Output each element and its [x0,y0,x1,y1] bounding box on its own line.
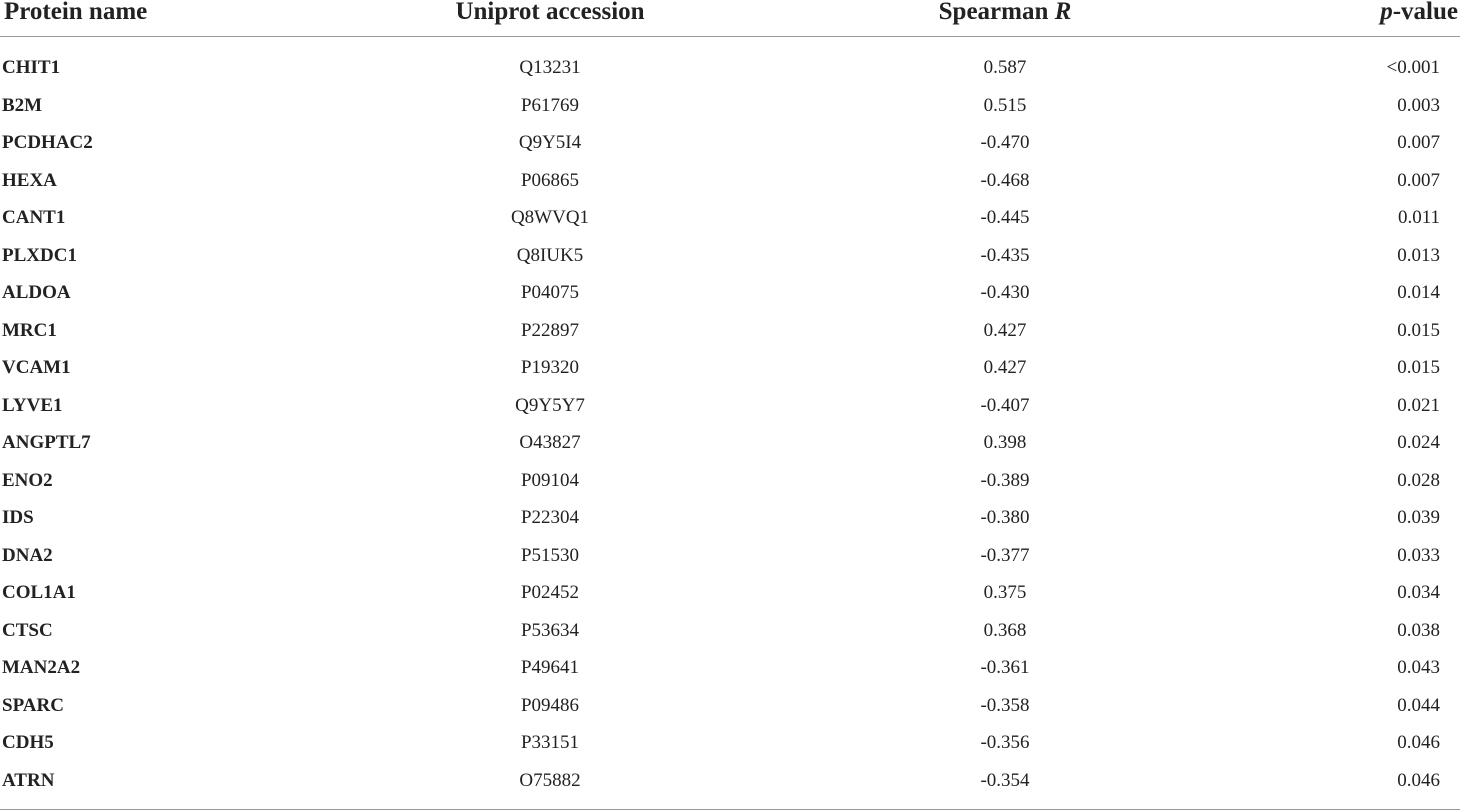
cell-uniprot-accession: Q9Y5Y7 [515,394,585,416]
cell-p-value: 0.043 [1397,657,1440,678]
table-row [0,162,1460,200]
cell-protein-name: DNA2 [2,544,53,566]
cell-spearman-r: 0.587 [983,57,1027,78]
cell-p-value: 0.046 [1397,769,1440,791]
cell-uniprot-accession: P02452 [520,582,580,603]
cell-spearman-r: 0.427 [983,319,1027,341]
cell-p-value: 0.046 [1397,732,1440,753]
cell-uniprot-accession: Q8WVQ1 [510,207,590,228]
header-spearman-text: Spearman [938,0,1049,25]
cell-spearman-r: -0.377 [980,544,1030,566]
cell-uniprot-accession: Q13231 [519,57,581,78]
cell-p-value: 0.013 [1397,244,1440,266]
table-row [0,687,1460,725]
cell-uniprot-accession: P49641 [520,657,580,678]
cell-uniprot-accession: Q8IUK5 [516,244,584,266]
cell-p-value: 0.007 [1397,132,1440,153]
table-row [0,574,1460,612]
cell-protein-name: SPARC [2,694,64,716]
cell-spearman-r: -0.380 [980,507,1030,528]
cell-uniprot-accession: P09104 [520,469,580,491]
cell-spearman-r: 0.368 [983,619,1027,641]
cell-p-value: 0.015 [1397,319,1440,341]
cell-spearman-r: -0.354 [980,769,1030,791]
table-row [0,237,1460,275]
cell-protein-name: B2M [2,94,43,116]
cell-uniprot-accession: P33151 [520,732,580,753]
cell-protein-name: ALDOA [2,282,71,303]
cell-p-value: 0.039 [1397,507,1440,528]
table-row [0,87,1460,125]
cell-p-value: 0.015 [1397,357,1440,378]
cell-uniprot-accession: O43827 [519,432,581,453]
cell-spearman-r: -0.468 [980,169,1030,191]
cell-p-value: 0.024 [1397,432,1440,453]
cell-p-value: 0.033 [1397,544,1440,566]
header-p-value-text: -value [1392,0,1458,25]
table-row [0,724,1460,762]
table-row [0,387,1460,425]
cell-spearman-r: -0.435 [980,244,1030,266]
cell-uniprot-accession: P22304 [520,507,580,528]
cell-p-value: 0.038 [1397,619,1440,641]
cell-protein-name: CDH5 [2,732,54,753]
cell-p-value: 0.021 [1397,394,1440,416]
table-row [0,199,1460,237]
cell-spearman-r: -0.445 [980,207,1030,228]
cell-p-value: 0.028 [1397,469,1440,491]
cell-protein-name: CANT1 [2,207,66,228]
cell-spearman-r: -0.430 [980,282,1030,303]
cell-protein-name: LYVE1 [2,394,63,416]
cell-uniprot-accession: Q9Y5I4 [518,132,582,153]
cell-p-value: 0.044 [1397,694,1440,716]
cell-spearman-r: 0.515 [983,94,1027,116]
cell-spearman-r: 0.398 [983,432,1027,453]
cell-protein-name: IDS [2,507,34,528]
header-p-value [1240,0,1460,37]
cell-uniprot-accession: P06865 [520,169,580,191]
cell-p-value: 0.014 [1397,282,1440,303]
table-row [0,274,1460,312]
cell-protein-name: MAN2A2 [2,657,81,678]
table-row [0,762,1460,800]
cell-uniprot-accession: P51530 [520,544,580,566]
cell-p-value: 0.003 [1397,94,1440,116]
cell-protein-name: CHIT1 [2,57,61,78]
cell-protein-name: VCAM1 [2,357,71,378]
cell-spearman-r: -0.407 [980,394,1030,416]
cell-spearman-r: -0.361 [980,657,1030,678]
table-row [0,537,1460,575]
cell-uniprot-accession: O75882 [519,769,581,791]
table-row [0,499,1460,537]
cell-uniprot-accession: P61769 [520,94,580,116]
cell-spearman-r: -0.356 [980,732,1030,753]
table-row [0,124,1460,162]
cell-p-value: <0.001 [1386,57,1440,78]
cell-p-value: 0.034 [1397,582,1440,603]
header-p-italic: p [1380,0,1393,25]
header-spearman-r-italic: R [1054,0,1072,25]
cell-protein-name: ANGPTL7 [2,432,91,453]
cell-protein-name: CTSC [2,619,53,641]
cell-protein-name: HEXA [2,169,57,191]
cell-protein-name: PCDHAC2 [2,132,93,153]
cell-protein-name: PLXDC1 [2,244,77,266]
cell-protein-name: ENO2 [2,469,53,491]
cell-uniprot-accession: P22897 [520,319,580,341]
header-spearman-r [770,0,1240,37]
header-uniprot-accession: Uniprot accession [330,0,770,37]
header-row [0,0,1460,37]
cell-spearman-r: -0.358 [980,694,1030,716]
table-row [0,312,1460,350]
table-row [0,424,1460,462]
cell-uniprot-accession: P04075 [520,282,580,303]
table-row [0,612,1460,650]
table-row [0,649,1460,687]
table-row [0,49,1460,87]
bottom-rule [0,809,1460,810]
cell-spearman-r: -0.389 [980,469,1030,491]
cell-p-value: 0.011 [1397,207,1440,228]
cell-p-value: 0.007 [1397,169,1440,191]
header-protein-name: Protein name [0,0,330,37]
cell-uniprot-accession: P19320 [520,357,580,378]
cell-spearman-r: 0.427 [983,357,1027,378]
cell-spearman-r: 0.375 [983,582,1027,603]
table-body [0,37,1460,800]
spacer-cell [0,37,1460,50]
cell-uniprot-accession: P53634 [520,619,580,641]
cell-protein-name: ATRN [2,769,55,791]
table-row [0,349,1460,387]
cell-protein-name: COL1A1 [2,582,76,603]
spacer-row [0,37,1460,50]
cell-spearman-r: -0.470 [980,132,1030,153]
cell-protein-name: MRC1 [2,319,57,341]
table-row [0,462,1460,500]
table-header [0,0,1460,37]
cell-uniprot-accession: P09486 [520,694,580,716]
